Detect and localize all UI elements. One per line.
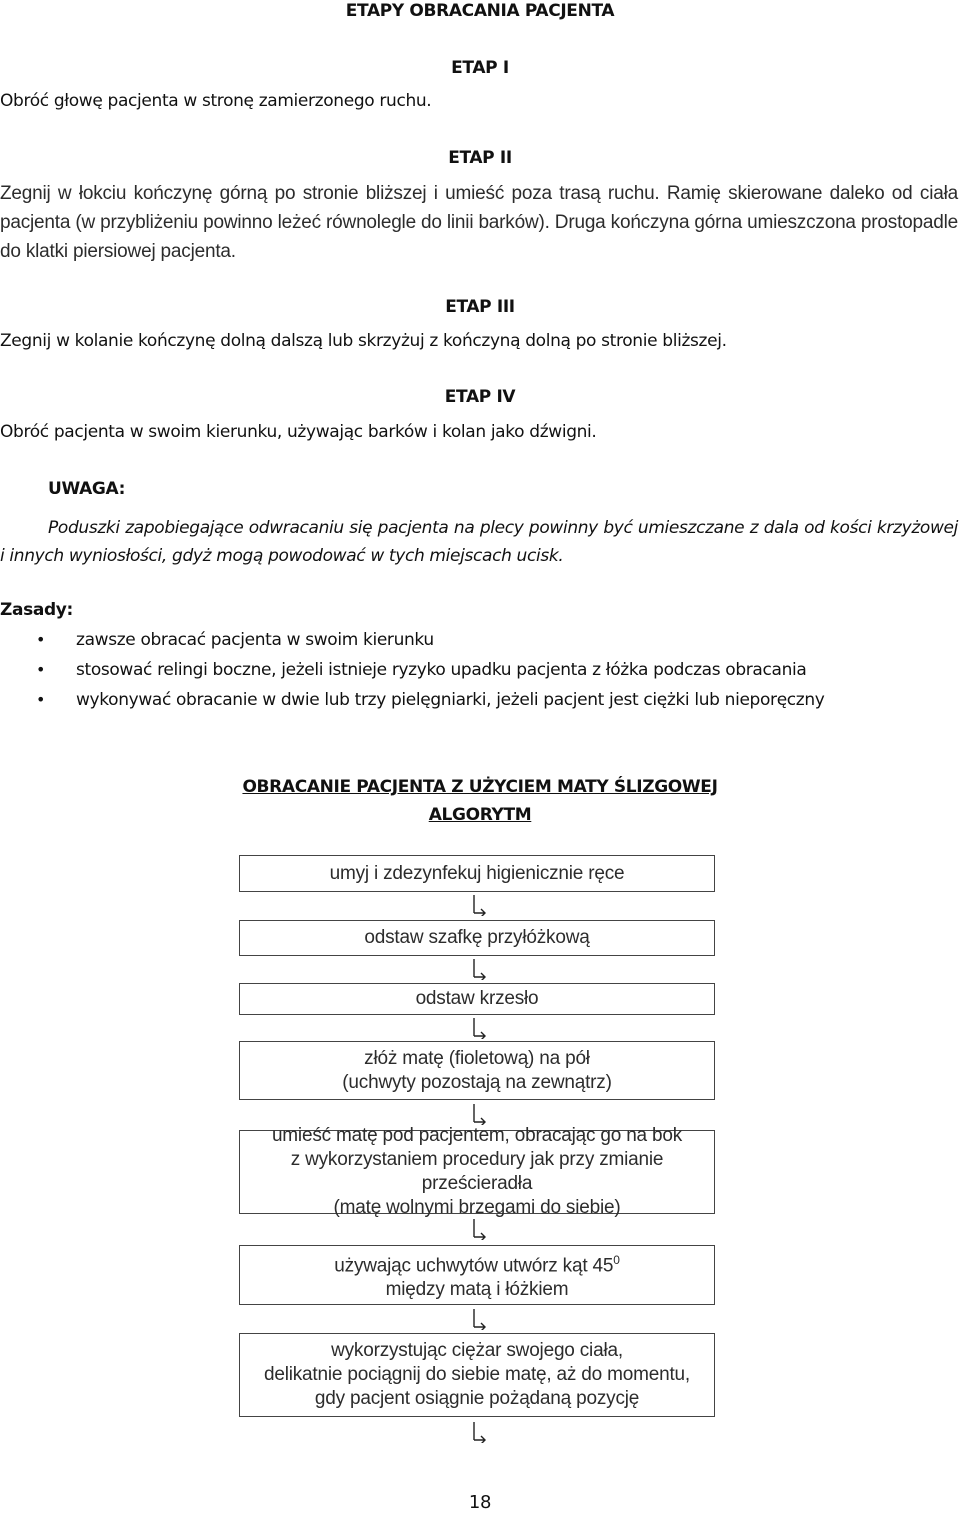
flow-step-text: złóż matę (fioletową) na pół [364, 1047, 590, 1069]
down-arrow-icon [470, 1017, 488, 1039]
flow-step-text: umyj i zdezynfekuj higienicznie ręce [329, 862, 625, 884]
stage-1-title: ETAP I [451, 58, 509, 78]
flow-step-text: między matą i łóżkiem [385, 1279, 569, 1301]
flow-step-2 [239, 920, 715, 956]
flow-step-text: gdy pacjent osiągnie pożądaną pozycję [314, 1388, 640, 1409]
down-arrow-icon [470, 1103, 488, 1125]
rules-label: Zasady: [0, 600, 73, 620]
algorithm-title [0, 773, 960, 829]
stage-2-text: Zegnij w łokciu kończynę górną po stronie bliższej i umieść poza trasą ruchu. Ramię skierowane daleko od ciała pacjenta (w przybliżeniu powinno leżeć równolegle do linii barków). Druga kończyna górna umieszczona prostopadle do klatki piersiowej pacjenta. [0, 183, 958, 262]
page-number: 18 [468, 1492, 492, 1513]
stage-1-text: Obróć głowę pacjenta w stronę zamierzonego ruchu. [0, 91, 432, 111]
flow-step-1 [239, 855, 715, 892]
bullet-icon: • [36, 690, 46, 709]
flow-step-text: wykorzystując ciężar swojego ciała, [331, 1340, 623, 1361]
document-title: ETAPY OBRACANIA PACJENTA [345, 1, 615, 21]
algorithm-title-line: ALGORYTM [428, 805, 532, 825]
rule-text: zawsze obracać pacjenta w swoim kierunku [76, 630, 434, 650]
flow-step-text: (uchwyty pozostają na zewnątrz) [342, 1071, 612, 1093]
bullet-icon: • [36, 630, 46, 649]
rule-text: wykonywać obracanie w dwie lub trzy pielęgniarki, jeżeli pacjent jest ciężki lub nieporęczny [76, 690, 825, 710]
flow-step-text: odstaw krzesło [415, 988, 539, 1009]
note-text: Poduszki zapobiegające odwracaniu się pacjenta na plecy powinny być umieszczane z dala od kości krzyżowej i innych wyniosłości, gdyż mogą powodować w tych miejscach ucisk. [0, 518, 958, 566]
stage-3-title: ETAP III [445, 297, 515, 317]
flow-step-text: umieść matę pod pacjentem, obracając go na bok [271, 1125, 683, 1146]
flow-step-text: delikatnie pociągnij do siebie matę, aż do momentu, [263, 1364, 690, 1385]
stage-4-text: Obróć pacjenta w swoim kierunku, używając barków i kolan jako dźwigni. [0, 422, 597, 442]
down-arrow-icon [470, 1218, 488, 1240]
flow-step-4 [239, 1041, 715, 1100]
flow-step-text: z wykorzystaniem procedury jak przy zmianie prześcieradła [290, 1149, 664, 1194]
stage-2-title: ETAP II [448, 148, 512, 168]
flow-step-5 [239, 1125, 715, 1218]
flow-step-text: używając uchwytów utwórz kąt 45 [334, 1255, 614, 1277]
flow-step-text: (matę wolnymi brzegami do siebie) [333, 1197, 621, 1218]
rule-text: stosować relingi boczne, jeżeli istnieje ryzyko upadku pacjenta z łóżka podczas obracania [76, 660, 807, 680]
down-arrow-icon [470, 1421, 488, 1443]
down-arrow-icon [470, 1308, 488, 1330]
flow-step-3 [239, 983, 715, 1015]
flow-step-text-line [334, 1248, 619, 1278]
algorithm-title-line: OBRACANIE PACJENTA Z UŻYCIEM MATY ŚLIZGOWEJ [242, 777, 718, 797]
flow-step-6 [239, 1245, 715, 1305]
stage-3-text: Zegnij w kolanie kończynę dolną dalszą lub skrzyżuj z kończyną dolną po stronie bliższej. [0, 331, 727, 351]
flow-step-text: odstaw szafkę przyłóżkową [364, 927, 590, 948]
note-label: UWAGA: [48, 479, 126, 499]
bullet-icon: • [36, 660, 46, 679]
degree-superscript: 0 [613, 1252, 620, 1267]
stage-4-title: ETAP IV [444, 387, 516, 407]
down-arrow-icon [470, 958, 488, 980]
flow-step-7 [239, 1333, 715, 1417]
down-arrow-icon [470, 894, 488, 916]
